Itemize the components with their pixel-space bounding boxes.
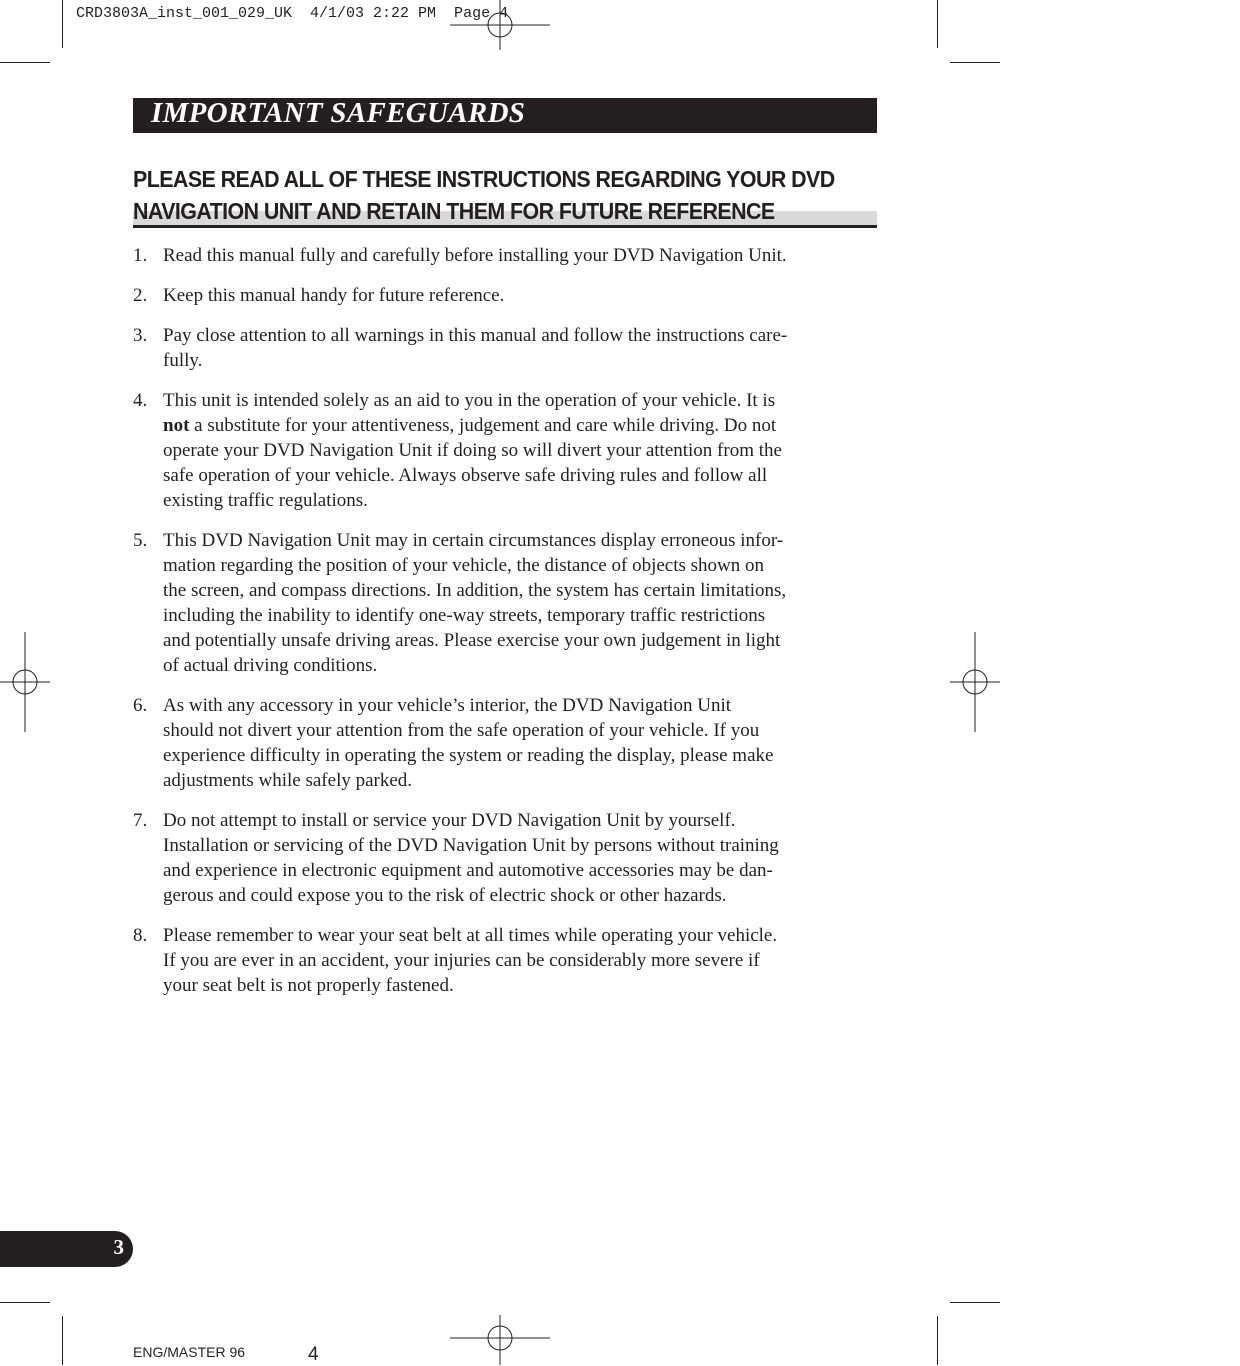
list-item [133, 283, 863, 308]
item-line: and experience in electronic equipment and automotive accessories may be dan- [163, 860, 773, 881]
crop-mark-bottom-left-v [62, 1316, 63, 1365]
item-line: This unit is intended solely as an aid to you in the operation of your vehicle. It is [163, 390, 776, 411]
crop-mark-top-left-v [62, 0, 63, 48]
item-number: 4. [133, 390, 148, 411]
section-title-bar [133, 98, 877, 133]
item-line: safe operation of your vehicle. Always observe safe driving rules and follow all [163, 465, 768, 486]
registration-mark-top-icon [450, 0, 550, 50]
page-title: IMPORTANT SAFEGUARDS [151, 97, 526, 129]
registration-mark-left-icon [0, 632, 50, 732]
registration-mark-right-icon [950, 632, 1000, 732]
crop-mark-bottom-right-h [950, 1302, 1000, 1303]
item-line: Please remember to wear your seat belt at all times while operating your vehicle. [163, 925, 778, 946]
emphasis-word: not [163, 415, 190, 436]
item-line: Pay close attention to all warnings in this manual and follow the instructions care- [163, 325, 788, 346]
item-line: and potentially unsafe driving areas. Please exercise your own judgement in light [163, 630, 781, 651]
list-item [133, 323, 863, 373]
safeguards-list [133, 243, 863, 1013]
item-number: 2. [133, 285, 148, 306]
item-number: 5. [133, 530, 148, 551]
item-line: Read this manual fully and carefully before installing your DVD Navigation Unit. [163, 245, 787, 266]
list-item [133, 528, 863, 678]
item-line: your seat belt is not properly fastened. [163, 975, 454, 996]
section-number: 3 [113, 1235, 124, 1259]
item-number: 1. [133, 245, 148, 266]
subheading-line: NAVIGATION UNIT AND RETAIN THEM FOR FUTURE REFERENCE [133, 198, 775, 224]
subheading [133, 163, 835, 227]
item-line: Do not attempt to install or service your DVD Navigation Unit by yourself. [163, 810, 736, 831]
printer-slug: CRD3803A_inst_001_029_UK 4/1/03 2:22 PM Page 4 [76, 5, 509, 22]
crop-mark-top-left-h [0, 62, 50, 63]
item-line: As with any accessory in your vehicle’s interior, the DVD Navigation Unit [163, 695, 732, 716]
item-number: 6. [133, 695, 148, 716]
subheading-line: PLEASE READ ALL OF THESE INSTRUCTIONS REGARDING YOUR DVD [133, 166, 835, 192]
crop-mark-top-right-v [937, 0, 938, 48]
list-item [133, 693, 863, 793]
item-line: operate your DVD Navigation Unit if doing so will divert your attention from the [163, 440, 782, 461]
item-line: Installation or servicing of the DVD Navigation Unit by persons without training [163, 835, 779, 856]
item-line [163, 413, 863, 438]
section-tab [0, 1231, 133, 1267]
item-number: 8. [133, 925, 148, 946]
item-line: This DVD Navigation Unit may in certain circumstances display erroneous infor- [163, 530, 784, 551]
page-number: 4 [308, 1344, 319, 1365]
item-line: including the inability to identify one-way streets, temporary traffic restrictions [163, 605, 766, 626]
list-item [133, 388, 863, 513]
crop-mark-bottom-right-v [937, 1316, 938, 1365]
item-line: adjustments while safely parked. [163, 770, 413, 791]
item-number: 7. [133, 810, 148, 831]
item-number: 3. [133, 325, 148, 346]
item-line: existing traffic regulations. [163, 490, 368, 511]
item-line: gerous and could expose you to the risk of electric shock or other hazards. [163, 885, 727, 906]
item-line: of actual driving conditions. [163, 655, 378, 676]
item-line: experience difficulty in operating the system or reading the display, please make [163, 745, 774, 766]
item-line: the screen, and compass directions. In addition, the system has certain limitations, [163, 580, 787, 601]
registration-mark-bottom-icon [450, 1315, 550, 1365]
item-line: should not divert your attention from the safe operation of your vehicle. If you [163, 720, 760, 741]
crop-mark-bottom-left-h [0, 1302, 50, 1303]
item-line-text: a substitute for your attentiveness, judgement and care while driving. Do not [194, 415, 777, 436]
crop-mark-top-right-h [950, 62, 1000, 63]
item-line: fully. [163, 350, 203, 371]
item-line: mation regarding the position of your vehicle, the distance of objects shown on [163, 555, 764, 576]
footer-master-label: ENG/MASTER 96 [133, 1344, 246, 1360]
item-line: Keep this manual handy for future reference. [163, 285, 505, 306]
item-line: If you are ever in an accident, your injuries can be considerably more severe if [163, 950, 760, 971]
list-item [133, 923, 863, 998]
list-item [133, 808, 863, 908]
list-item [133, 243, 863, 268]
